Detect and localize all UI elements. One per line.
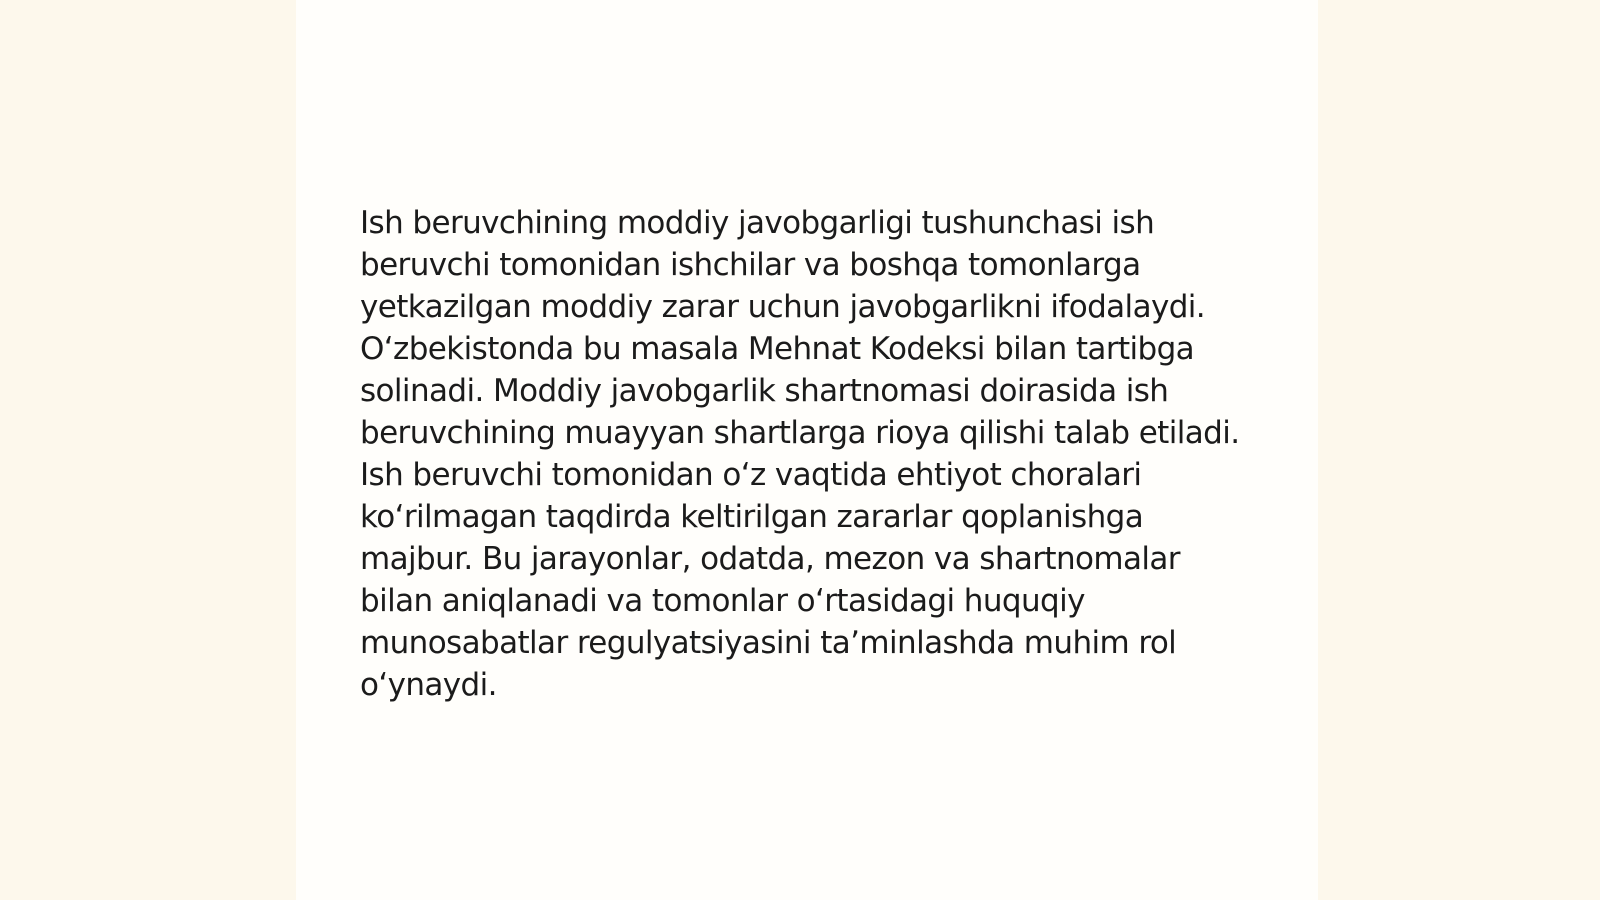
body-paragraph: Ish beruvchining moddiy javobgarligi tushunchasi ish beruvchi tomonidan ishchilar va boshqa tomonlarga yetkazilgan moddiy zarar uchun javobgarlikni ifodalaydi. O‘zbekistonda bu masala Mehnat Kodeksi bilan tartibga solinadi. Moddiy javobgarlik shartnomasi doirasida ish beruvchining muayyan shartlarga rioya qilishi talab etiladi. Ish beruvchi tomonidan o‘z vaqtida ehtiyot choralari ko‘rilmagan taqdirda keltirilgan zararlar qoplanishga majbur. Bu jarayonlar, odatda, mezon va shartnomalar bilan aniqlanadi va tomonlar o‘rtasidagi huquqiy munosabatlar regulyatsiyasini ta’minlashda muhim rol o‘ynaydi. bbox=[360, 205, 1240, 703]
document-page bbox=[296, 0, 1318, 900]
